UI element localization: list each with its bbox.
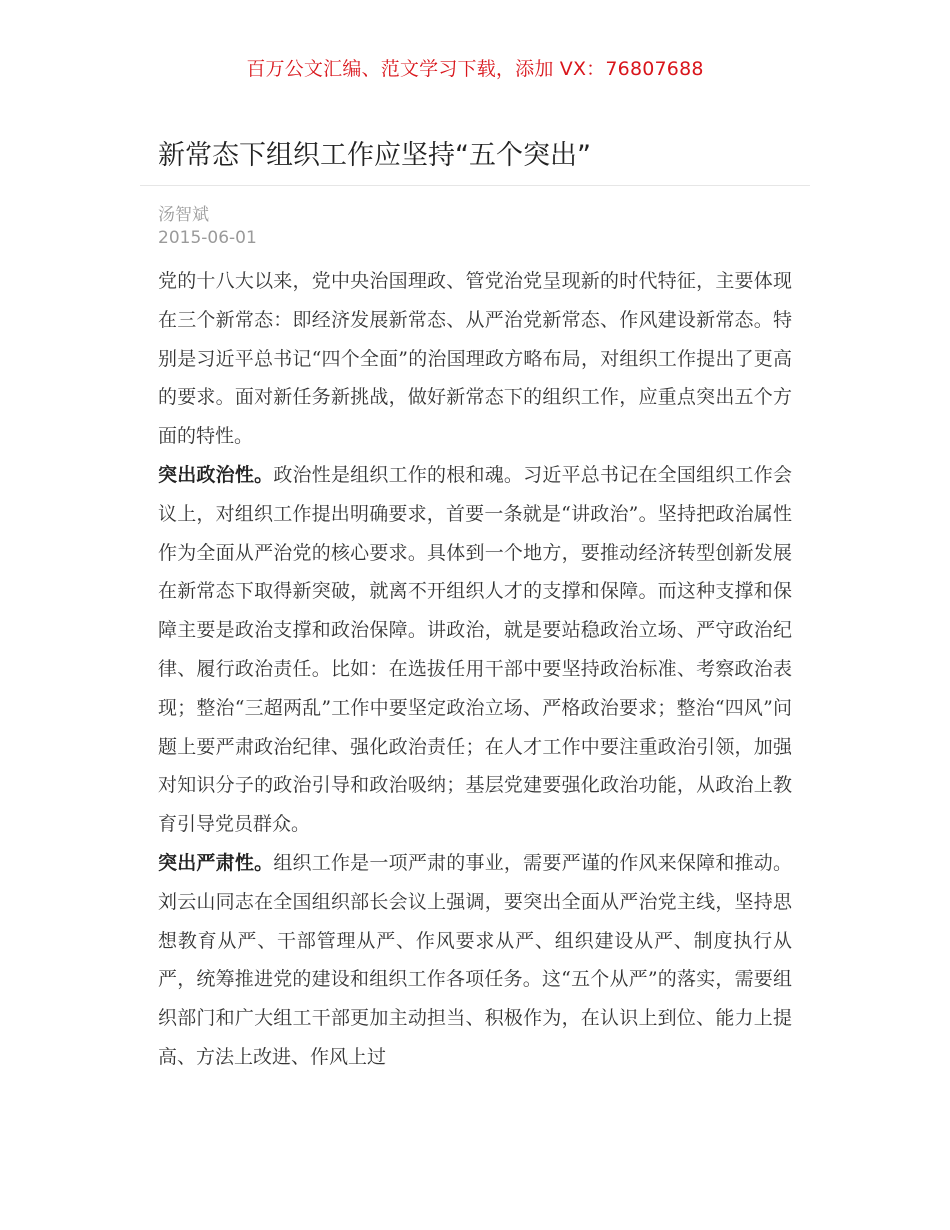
paragraph-text: 党的十八大以来，党中央治国理政、管党治党呈现新的时代特征，主要体现在三个新常态：即经济发展新常态、从严治党新常态、作风建设新常态。特别是习近平总书记“四个全面”的治国理政方略布局，对组织工作提出了更高的要求。面对新任务新挑战，做好新常态下的组织工作，应重点突出五个方面的特性。 (158, 270, 792, 448)
paragraph-intro (158, 262, 792, 456)
paragraph-lead: 突出政治性。 (158, 463, 274, 486)
article-date: 2015-06-01 (158, 228, 257, 248)
header-banner: 百万公文汇编、范文学习下载，添加 VX：76807688 (246, 58, 704, 80)
paragraph-text: 组织工作是一项严肃的事业，需要严谨的作风来保障和推动。刘云山同志在全国组织部长会议上强调，要突出全面从严治党主线，坚持思想教育从严、干部管理从严、作风要求从严、组织建设从严、制度执行从严，统筹推进党的建设和组织工作各项任务。这“五个从严”的落实，需要组织部门和广大组工干部更加主动担当、积极作为，在认识上到位、能力上提高、方法上改进、作风上过 (158, 851, 792, 1068)
paragraph-political (158, 456, 792, 844)
article-body (158, 262, 792, 1077)
paragraph-text: 政治性是组织工作的根和魂。习近平总书记在全国组织工作会议上，对组织工作提出明确要求，首要一条就是“讲政治”。坚持把政治属性作为全面从严治党的核心要求。具体到一个地方，要推动经济转型创新发展在新常态下取得新突破，就离不开组织人才的支撑和保障。而这种支撑和保障主要是政治支撑和政治保障。讲政治，就是要站稳政治立场、严守政治纪律、履行政治责任。比如：在选拔任用干部中要坚持政治标准、考察政治表现；整治“三超两乱”工作中要坚定政治立场、严格政治要求；整治“四风”问题上要严肃政治纪律、强化政治责任；在人才工作中要注重政治引领，加强对知识分子的政治引导和政治吸纳；基层党建要强化政治功能，从政治上教育引导党员群众。 (158, 463, 792, 836)
paragraph-seriousness (158, 844, 792, 1077)
article-title: 新常态下组织工作应坚持“五个突出” (158, 140, 591, 171)
article-author: 汤智斌 (158, 205, 209, 225)
paragraph-lead: 突出严肃性。 (158, 851, 274, 874)
title-divider (140, 185, 810, 186)
